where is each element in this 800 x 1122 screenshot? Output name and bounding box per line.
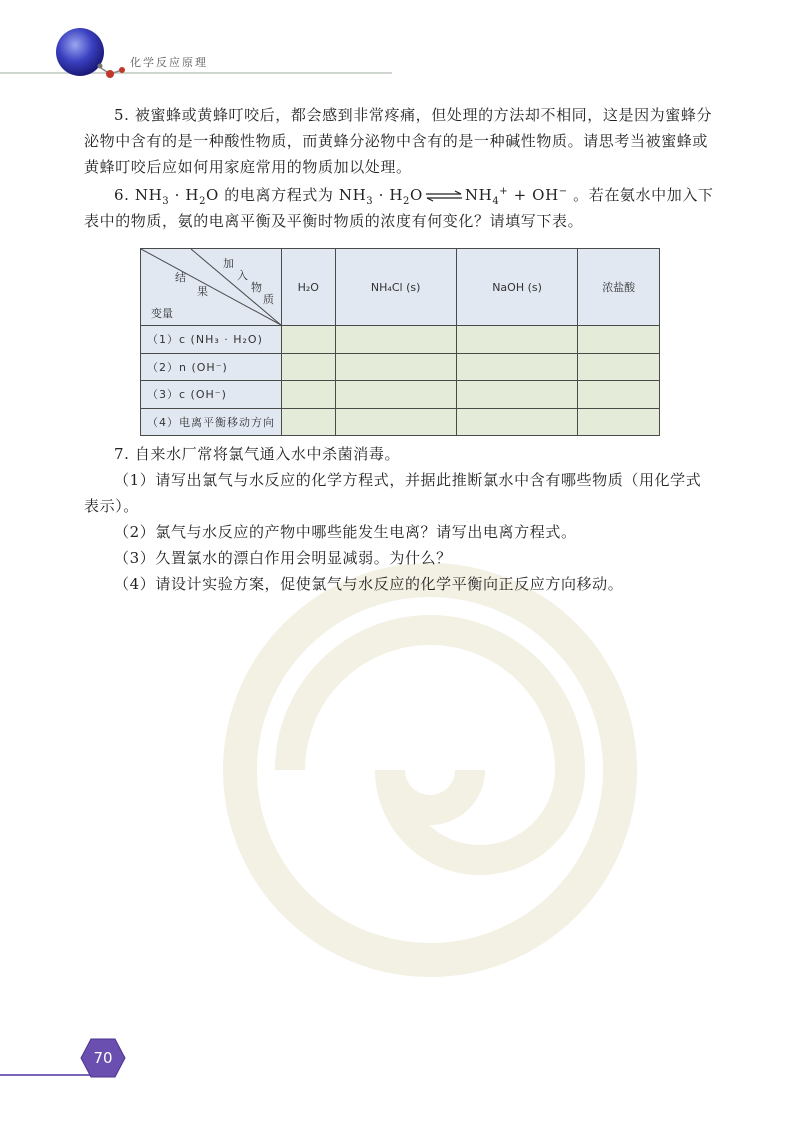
question-5-text: 5. 被蜜蜂或黄蜂叮咬后，都会感到非常疼痛，但处理的方法却不相同，这是因为蜜蜂分泌物中含有的是一种酸性物质，而黄蜂分泌物中含有的是一种碱性物质。请思考当被蜜蜂或黄蜂叮咬后应如何用家庭常用的物质加以处理。 [84, 106, 713, 176]
diag-label-mid-1: 结 [175, 271, 186, 284]
table-row [141, 381, 660, 409]
answer-cell[interactable] [335, 408, 456, 436]
page-header [0, 0, 800, 90]
diag-label-top-1: 加 [223, 257, 234, 270]
row-label: （1）c (NH₃ · H₂O) [141, 326, 282, 354]
row-label: （2）n (OH⁻) [141, 353, 282, 381]
background-watermark [150, 560, 710, 980]
column-header-hcl: 浓盐酸 [578, 249, 660, 326]
question-6 [84, 182, 714, 234]
answer-cell[interactable] [282, 326, 336, 354]
question-7-text: 7. 自来水厂常将氯气通入水中杀菌消毒。 [114, 445, 401, 463]
q6-intro: 6. NH [114, 186, 163, 204]
answer-cell[interactable] [578, 381, 660, 409]
table-row [141, 326, 660, 354]
globe-molecule-icon [50, 28, 130, 88]
diag-label-top-2: 入 [237, 269, 248, 282]
diag-label-top-4: 质 [263, 293, 274, 306]
question-5 [84, 102, 714, 180]
table-row [141, 353, 660, 381]
answer-cell[interactable] [456, 381, 578, 409]
question-7-item-2: （2）氯气与水反应的产物中哪些能发生电离？请写出电离方程式。 [114, 523, 577, 541]
column-header-nh4cl: NH₄Cl (s) [335, 249, 456, 326]
answer-cell[interactable] [335, 326, 456, 354]
answer-cell[interactable] [578, 353, 660, 381]
diag-label-bottom: 变量 [151, 307, 173, 320]
table-row [141, 408, 660, 436]
column-header-h2o: H₂O [282, 249, 336, 326]
question-7 [84, 441, 714, 597]
row-label: （4）电离平衡移动方向 [141, 408, 282, 436]
question-7-item-1: （1）请写出氯气与水反应的化学方程式，并据此推断氯水中含有哪些物质（用化学式表示）。 [84, 471, 702, 515]
diag-label-top-3: 物 [251, 281, 262, 294]
q6-after: 。若在氨水中加入下表中的物质，氨的电离平衡及平衡时物质的浓度有何变化？请填写下表。 [84, 186, 714, 230]
answer-cell[interactable] [282, 353, 336, 381]
book-title: 化学反应原理 [130, 56, 208, 69]
table-diagonal-header [141, 249, 282, 326]
page-number: 70 [93, 1049, 113, 1067]
answer-cell[interactable] [456, 353, 578, 381]
answer-cell[interactable] [578, 408, 660, 436]
answer-cell[interactable] [282, 408, 336, 436]
question-6-text: 6. $NH_3 \cdot H_2O$ 的电离方程式为 $NH_3 \cdot H_2O$ $NH_4^+ + OH^-$ 。若在氨水中加入下表中的物质，氨的电离平衡及平衡时物质的浓度有何变化？请填写下表。 [84, 186, 714, 230]
column-header-naoh: NaOH (s) [456, 249, 578, 326]
question-7-item-3: （3）久置氯水的漂白作用会明显减弱。为什么？ [114, 549, 452, 567]
diag-label-mid-2: 果 [197, 285, 208, 298]
ionization-table [140, 248, 660, 436]
answer-cell[interactable] [456, 408, 578, 436]
equilibrium-arrow-icon [425, 190, 463, 202]
answer-cell[interactable] [335, 381, 456, 409]
answer-cell[interactable] [335, 353, 456, 381]
row-label: （3）c (OH⁻) [141, 381, 282, 409]
answer-cell[interactable] [456, 326, 578, 354]
q6-mid: 的电离方程式为 [224, 186, 334, 204]
answer-cell[interactable] [282, 381, 336, 409]
answer-cell[interactable] [578, 326, 660, 354]
question-7-item-4: （4）请设计实验方案，促使氯气与水反应的化学平衡向正反应方向移动。 [114, 575, 624, 593]
